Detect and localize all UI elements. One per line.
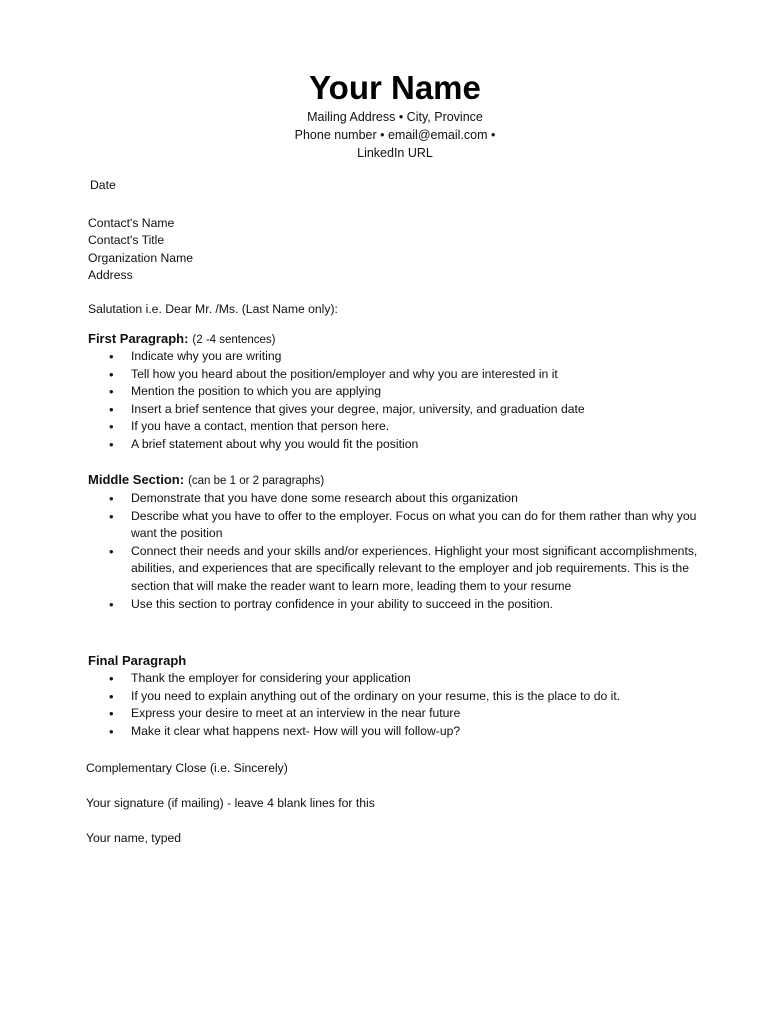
list-item-text: A brief statement about why you would fit the position — [131, 436, 419, 451]
section-title: Middle Section: — [88, 472, 185, 487]
section-note: (can be 1 or 2 paragraphs) — [188, 475, 325, 487]
middle-section-list — [109, 490, 699, 613]
list-item — [109, 670, 699, 688]
list-item-text: Describe what you have to offer to the employer. Focus on what you can do for them rather than why you want the position — [131, 508, 697, 541]
complementary-close: Complementary Close (i.e. Sincerely) — [86, 761, 288, 775]
bullet-icon: • — [109, 366, 114, 382]
list-item — [109, 383, 699, 401]
contact-name: Contact's Name — [88, 216, 175, 230]
bullet-icon: • — [109, 671, 114, 686]
list-item-text: If you have a contact, mention that person here. — [131, 419, 390, 434]
bullet-icon: • — [109, 688, 114, 704]
first-paragraph-heading — [88, 330, 276, 349]
final-paragraph-heading — [88, 652, 186, 670]
bullet-icon: • — [109, 706, 114, 722]
list-item — [109, 596, 699, 614]
list-item-text: Mention the position to which you are applying — [131, 384, 381, 399]
letter-header — [0, 68, 768, 162]
list-item — [109, 490, 699, 508]
linkedin-line: LinkedIn URL — [357, 146, 433, 160]
organization-name: Organization Name — [88, 250, 193, 265]
list-item — [109, 436, 699, 454]
list-item-text: Insert a brief sentence that gives your degree, major, university, and graduation date — [131, 401, 585, 416]
bullet-icon: • — [109, 349, 114, 364]
list-item-text: Use this section to portray confidence in your ability to succeed in the position. — [131, 596, 554, 611]
list-item — [109, 401, 699, 419]
bullet-icon: • — [109, 543, 114, 559]
list-item-text: Indicate why you are writing — [131, 349, 282, 363]
first-paragraph-list — [109, 348, 699, 454]
bullet-icon: • — [109, 596, 114, 612]
signature-line: Your signature (if mailing) - leave 4 blank lines for this — [86, 796, 375, 810]
list-item-text: Make it clear what happens next- How will you will follow-up? — [131, 723, 461, 738]
list-item — [109, 366, 699, 384]
list-item — [109, 543, 699, 596]
list-item — [109, 688, 699, 706]
list-item — [109, 508, 699, 543]
list-item — [109, 705, 699, 723]
list-item-text: Express your desire to meet at an interview in the near future — [131, 706, 461, 721]
address-line: Mailing Address • City, Province — [307, 110, 483, 124]
list-item-text: Thank the employer for considering your application — [131, 671, 411, 685]
list-item-text: Connect their needs and your skills and/or experiences. Highlight your most significant accomplishments, abilities, and experiences that are specifically relevant to the employer and job requirements. This is the section that will make the reader want to learn more, leading them to your resume — [131, 543, 698, 593]
salutation: Salutation i.e. Dear Mr. /Ms. (Last Name only): — [88, 302, 338, 316]
bullet-icon: • — [109, 419, 114, 435]
list-item — [109, 418, 699, 436]
date-line: Date — [90, 178, 116, 192]
contact-title: Contact's Title — [88, 233, 165, 248]
section-title: Final Paragraph — [88, 653, 187, 668]
applicant-name: Your Name — [309, 69, 481, 106]
list-item — [109, 348, 699, 366]
list-item-text: Demonstrate that you have done some research about this organization — [131, 491, 518, 505]
typed-name: Your name, typed — [86, 831, 182, 845]
final-paragraph-list — [109, 670, 699, 740]
bullet-icon: • — [109, 401, 114, 417]
section-note: (2 -4 sentences) — [192, 334, 276, 346]
section-title: First Paragraph: — [88, 331, 189, 346]
phone-email-line: Phone number • email@email.com • — [294, 128, 496, 142]
bullet-icon: • — [109, 508, 114, 524]
bullet-icon: • — [109, 384, 114, 400]
list-item-text: If you need to explain anything out of the ordinary on your resume, this is the place to do it. — [131, 688, 621, 703]
middle-section-heading — [88, 471, 324, 490]
list-item-text: Tell how you heard about the position/employer and why you are interested in it — [131, 366, 558, 381]
recipient-address: Address — [88, 267, 133, 282]
bullet-icon: • — [109, 491, 114, 506]
bullet-icon: • — [109, 436, 114, 452]
list-item — [109, 723, 699, 741]
recipient-block — [88, 215, 193, 284]
bullet-icon: • — [109, 723, 114, 739]
